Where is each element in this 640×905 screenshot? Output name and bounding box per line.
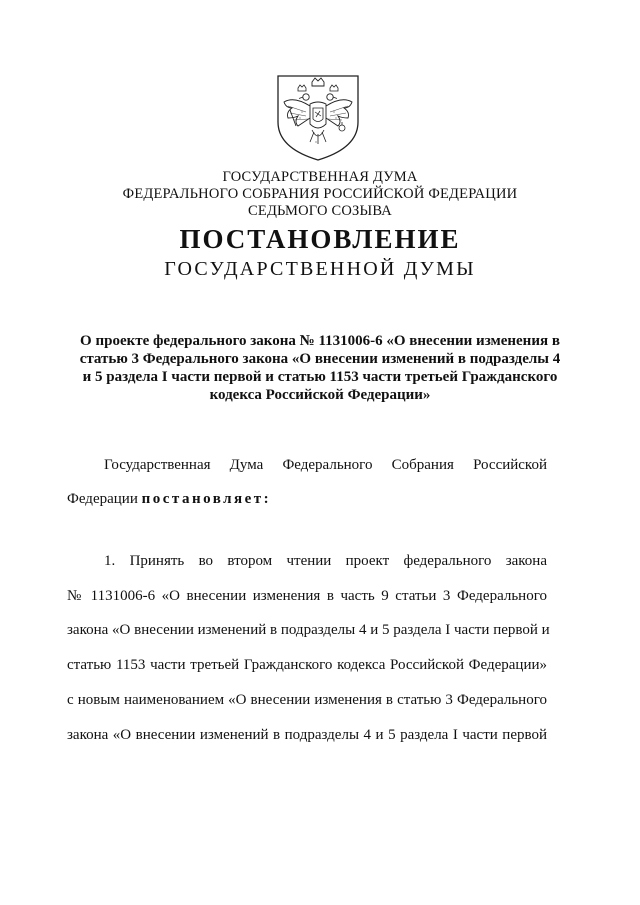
subject-line: и 5 раздела I части первой и статью 1153 части третьей Гражданского [82, 369, 558, 385]
body-text: Федерации [67, 491, 138, 507]
body-line: Государственная Дума Федерального Собрания Российской [104, 457, 547, 473]
body-line [67, 491, 547, 508]
subject-line: О проекте федерального закона № 1131006-6 «О внесении изменения в [80, 333, 560, 349]
subject-line: статью 3 Федерального закона «О внесении изменений в подразделы 4 [79, 351, 561, 367]
document-subtitle: ГОСУДАРСТВЕННОЙ ДУМЫ [164, 258, 476, 280]
convocation-line: СЕДЬМОГО СОЗЫВА [248, 203, 392, 219]
body-line: 1. Принять во втором чтении проект федерального закона [104, 553, 547, 569]
document-title: ПОСТАНОВЛЕНИЕ [179, 224, 461, 254]
org-name-line-2: ФЕДЕРАЛЬНОГО СОБРАНИЯ РОССИЙСКОЙ ФЕДЕРАЦИИ [122, 186, 518, 202]
body-line: закона «О внесении изменений в подразделы 4 и 5 раздела I части первой и [67, 622, 550, 638]
body-line: закона «О внесении изменений в подразделы 4 и 5 раздела I части первой [67, 727, 547, 743]
decree-verb: постановляет: [141, 491, 272, 507]
body-line: с новым наименованием «О внесении изменения в статью 3 Федерального [67, 692, 547, 708]
russian-coat-of-arms-icon [272, 72, 364, 164]
body-line: статью 1153 части третьей Гражданского кодекса Российской Федерации» [67, 657, 547, 673]
body-line: № 1131006-6 «О внесении изменения в часть 9 статьи 3 Федерального [67, 588, 547, 604]
org-name-line-1: ГОСУДАРСТВЕННАЯ ДУМА [222, 169, 418, 185]
subject-line: кодекса Российской Федерации» [209, 387, 431, 403]
resolution-subject [64, 332, 576, 404]
